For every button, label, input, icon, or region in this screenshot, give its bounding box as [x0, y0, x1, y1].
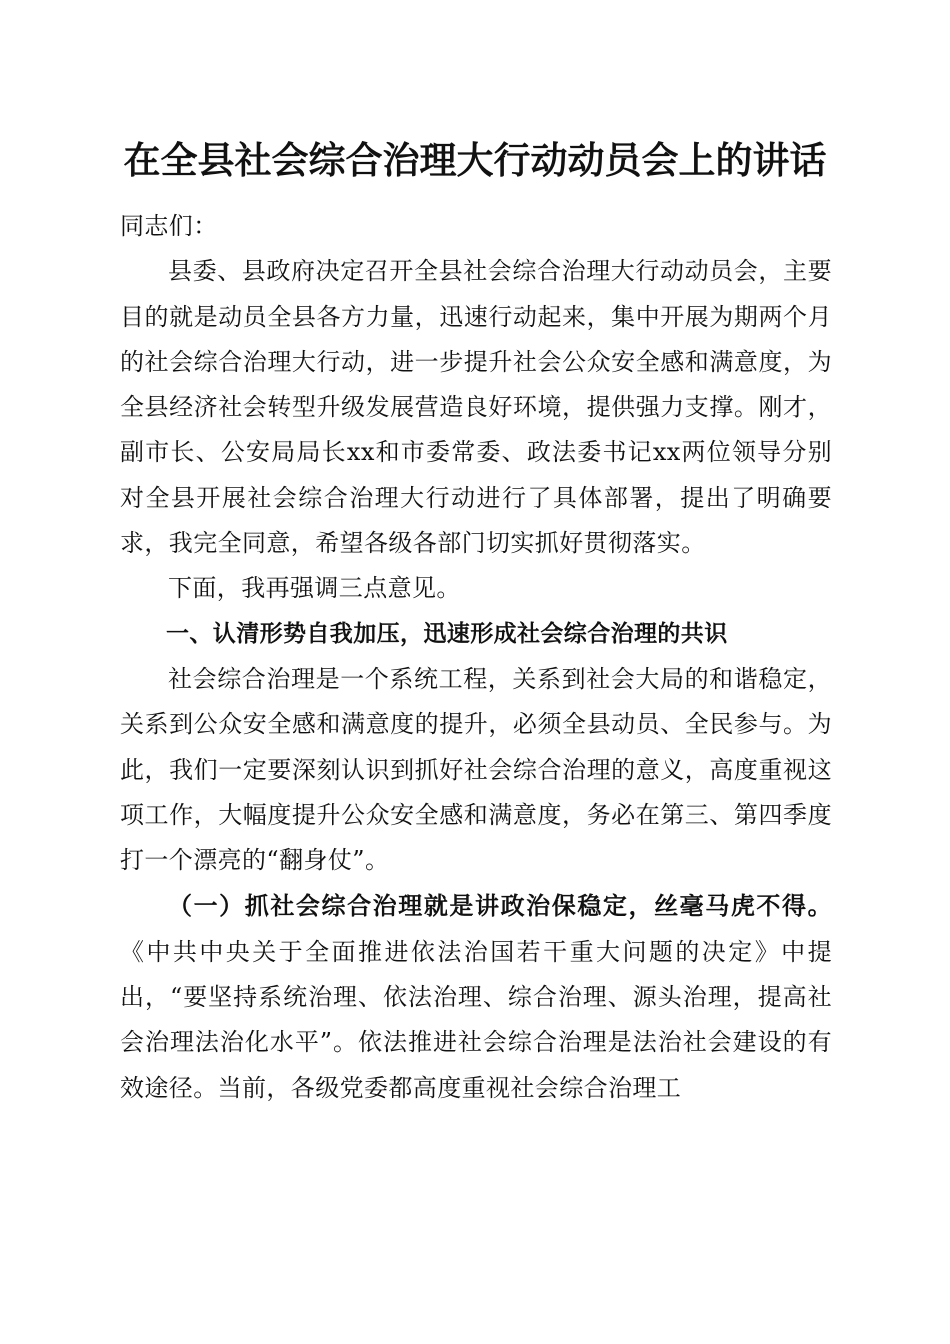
subsection-1-text: 《中共中央关于全面推进依法治国若干重大问题的决定》中提出，“要坚持系统治理、依法治理、综合治理、源头治理，提高社会治理法治化水平”。依法推进社会综合治理是法治社会建设的有效途径。当前，各级党委都高度重视社会综合治理工	[120, 937, 832, 1102]
document-body	[120, 204, 832, 1111]
document-title: 在全县社会综合治理大行动动员会上的讲话	[123, 138, 827, 182]
paragraph-intro: 县委、县政府决定召开全县社会综合治理大行动动员会，主要目的就是动员全县各方力量，迅速行动起来，集中开展为期两个月的社会综合治理大行动，进一步提升社会公众安全感和满意度，为全县经济社会转型升级发展营造良好环境，提供强力支撑。刚才，副市长、公安局局长xx和市委常委、政法委书记xx两位领导分别对全县开展社会综合治理大行动进行了具体部署，提出了明确要求，我完全同意，希望各级各部门切实抓好贯彻落实。	[120, 257, 832, 558]
subsection-heading-1: （一）抓社会综合治理就是讲政治保稳定，丝毫马虎不得。	[168, 891, 832, 921]
section-heading-1: 一、认清形势自我加压，迅速形成社会综合治理的共识	[166, 620, 728, 647]
paragraph-subsection-1	[120, 883, 832, 1110]
salutation: 同志们：	[120, 212, 218, 240]
paragraph-transition: 下面，我再强调三点意见。	[168, 574, 461, 603]
paragraph-section-1: 社会综合治理是一个系统工程，关系到社会大局的和谐稳定，关系到公众安全感和满意度的提升，必须全县动员、全民参与。为此，我们一定要深刻认识到抓好社会综合治理的意义，高度重视这项工作，大幅度提升公众安全感和满意度，务必在第三、第四季度打一个漂亮的“翻身仗”。	[120, 664, 832, 875]
